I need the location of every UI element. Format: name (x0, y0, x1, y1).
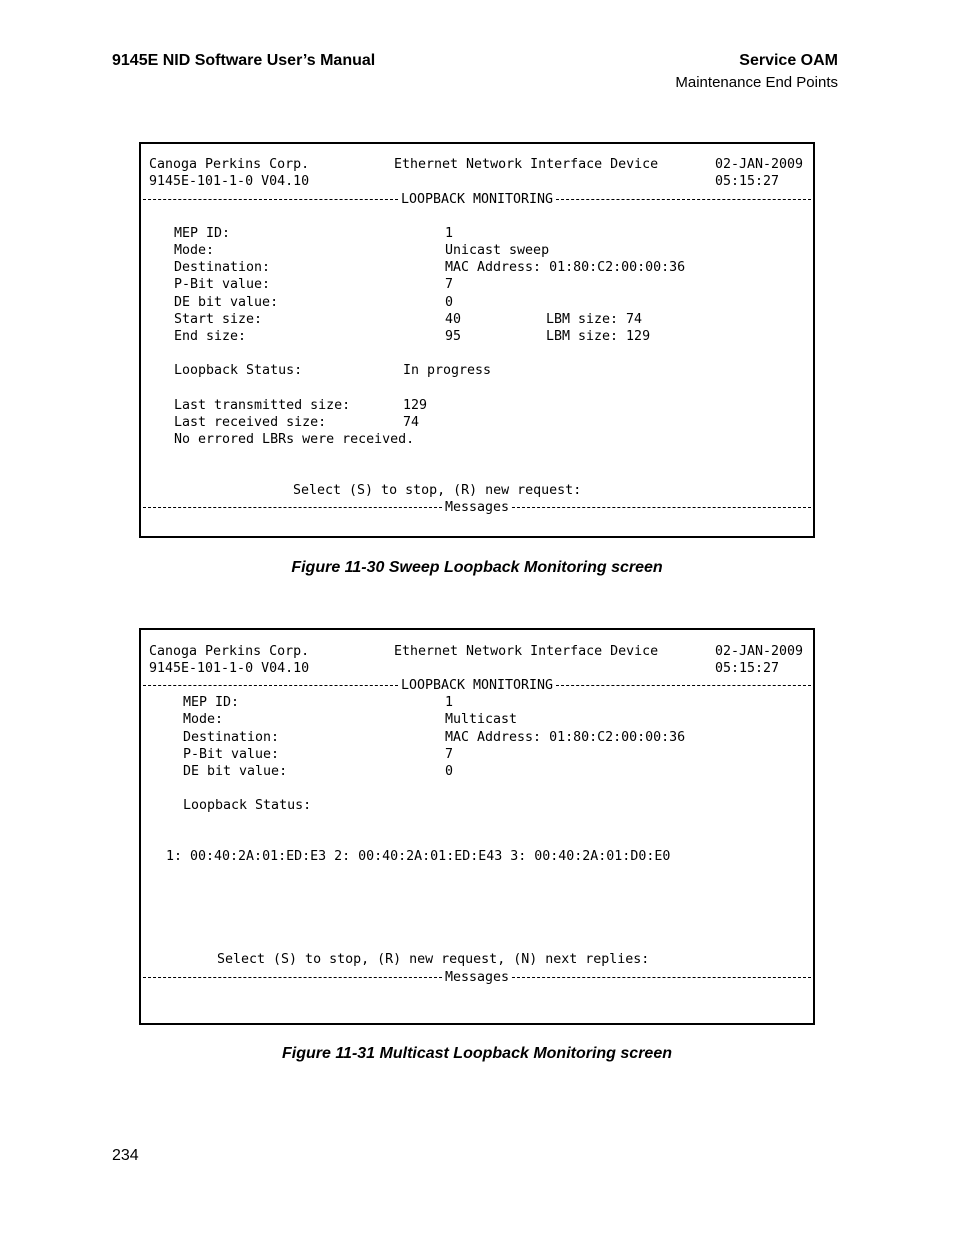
manual-title: 9145E NID Software User’s Manual (112, 52, 376, 69)
field-value: Multicast (445, 712, 518, 727)
loopback-status-row (141, 797, 813, 814)
field-label: Last transmitted size: (174, 398, 351, 413)
multicast-loopback-terminal-screen (139, 628, 815, 1025)
reply-mac-addresses: 1: 00:40:2A:01:ED:E3 2: 00:40:2A:01:ED:E43 3: 00:40:2A:01:D0:E0 (166, 849, 671, 864)
company-name: Canoga Perkins Corp. (149, 157, 310, 172)
field-row-destination (141, 729, 813, 746)
field-value: 1 (445, 695, 454, 710)
field-label: P-Bit value: (174, 277, 271, 292)
screen-time: 05:15:27 (715, 174, 780, 189)
field-row-mep-id (141, 225, 813, 242)
field-row-mep-id (141, 694, 813, 711)
terminal-version-row (141, 660, 813, 677)
device-name: Ethernet Network Interface Device (394, 644, 659, 659)
screen-date: 02-JAN-2009 (715, 644, 804, 659)
field-value: 0 (445, 764, 454, 779)
company-name: Canoga Perkins Corp. (149, 644, 310, 659)
command-prompt[interactable] (141, 951, 813, 968)
field-value: 129 (403, 398, 428, 413)
field-label: MEP ID: (183, 695, 240, 710)
status-value: In progress (403, 363, 492, 378)
terminal-header-row (141, 156, 813, 173)
page-number: 234 (112, 1147, 139, 1164)
field-row-de-bit (141, 294, 813, 311)
model-version: 9145E-101-1-0 V04.10 (149, 661, 310, 676)
note-text: No errored LBRs were received. (174, 432, 415, 447)
terminal-version-row (141, 173, 813, 190)
field-value: 7 (445, 277, 454, 292)
status-label: Loopback Status: (183, 798, 312, 813)
field-row-pbit (141, 746, 813, 763)
field-label: Destination: (183, 730, 280, 745)
divider (143, 685, 398, 686)
screen-title-rule (141, 677, 813, 694)
field-label: End size: (174, 329, 247, 344)
sweep-loopback-terminal-screen (139, 142, 815, 538)
field-value: 1 (445, 226, 454, 241)
divider (143, 199, 398, 200)
terminal-header-row (141, 643, 813, 660)
field-value: 0 (445, 295, 454, 310)
prompt-text: Select (S) to stop, (R) new request: (293, 483, 582, 498)
field-value: 95 (445, 329, 462, 344)
last-transmitted-row (141, 397, 813, 414)
field-value: 7 (445, 747, 454, 762)
field-value: MAC Address: 01:80:C2:00:00:36 (445, 730, 686, 745)
field-value: 40 (445, 312, 462, 327)
field-label: MEP ID: (174, 226, 231, 241)
field-row-mode (141, 711, 813, 728)
field-label: Mode: (183, 712, 224, 727)
field-label: DE bit value: (174, 295, 279, 310)
screen-title: LOOPBACK MONITORING (400, 192, 554, 207)
screen-title-rule (141, 191, 813, 208)
field-label: Last received size: (174, 415, 327, 430)
subsection-title: Maintenance End Points (675, 74, 838, 91)
last-received-row (141, 414, 813, 431)
divider (143, 507, 442, 508)
errored-lbr-note (141, 431, 813, 448)
messages-rule (141, 969, 813, 986)
field-value: 74 (403, 415, 420, 430)
figure-caption: Figure 11-30 Sweep Loopback Monitoring screen (291, 559, 663, 576)
lbm-size: LBM size: 74 (546, 312, 643, 327)
field-value: Unicast sweep (445, 243, 550, 258)
lbm-size: LBM size: 129 (546, 329, 651, 344)
messages-title: Messages (444, 500, 510, 515)
screen-date: 02-JAN-2009 (715, 157, 804, 172)
loopback-status-row (141, 362, 813, 379)
divider (556, 199, 811, 200)
screen-title: LOOPBACK MONITORING (400, 678, 554, 693)
divider (512, 507, 811, 508)
field-row-end-size (141, 328, 813, 345)
messages-rule (141, 499, 813, 516)
field-row-start-size (141, 311, 813, 328)
messages-title: Messages (444, 970, 510, 985)
field-value: MAC Address: 01:80:C2:00:00:36 (445, 260, 686, 275)
model-version: 9145E-101-1-0 V04.10 (149, 174, 310, 189)
field-label: Start size: (174, 312, 263, 327)
status-label: Loopback Status: (174, 363, 303, 378)
field-label: Destination: (174, 260, 271, 275)
field-row-mode (141, 242, 813, 259)
field-label: P-Bit value: (183, 747, 280, 762)
field-row-destination (141, 259, 813, 276)
screen-time: 05:15:27 (715, 661, 780, 676)
reply-mac-list (141, 848, 813, 865)
section-title: Service OAM (739, 52, 838, 69)
field-label: DE bit value: (183, 764, 288, 779)
divider (143, 977, 442, 978)
device-name: Ethernet Network Interface Device (394, 157, 659, 172)
prompt-text: Select (S) to stop, (R) new request, (N) next replies: (217, 952, 650, 967)
figure-caption: Figure 11-31 Multicast Loopback Monitoring screen (282, 1045, 672, 1062)
divider (512, 977, 811, 978)
command-prompt[interactable] (141, 482, 813, 499)
field-label: Mode: (174, 243, 215, 258)
field-row-pbit (141, 276, 813, 293)
divider (556, 685, 811, 686)
field-row-de-bit (141, 763, 813, 780)
